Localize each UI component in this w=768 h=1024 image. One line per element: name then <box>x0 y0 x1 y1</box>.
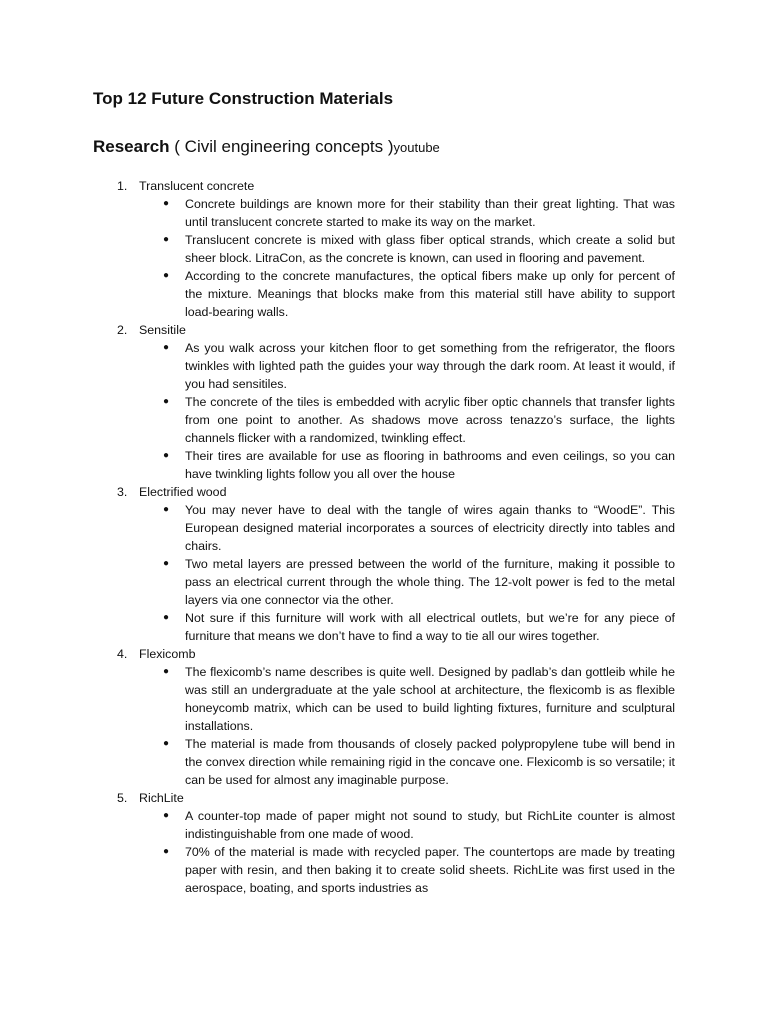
bullet-icon: ● <box>163 666 170 677</box>
list-item <box>93 483 675 645</box>
item-title: Sensitile <box>139 323 186 337</box>
item-number: 4. <box>117 647 128 661</box>
bullet-text: Their tires are available for use as flooring in bathrooms and even ceilings, so you can have twinkling lights follow you all over the house <box>185 449 675 481</box>
subtitle-text: ( Civil engineering concepts ) <box>169 137 394 156</box>
list-item <box>93 177 675 321</box>
item-title: Flexicomb <box>139 647 196 661</box>
bullet-list <box>93 195 675 321</box>
bullet-icon: ● <box>163 504 170 515</box>
bullet-item <box>93 555 675 609</box>
bullet-item <box>93 609 675 645</box>
bullet-icon: ● <box>163 810 170 821</box>
bullet-icon: ● <box>163 198 170 209</box>
list-item <box>93 321 675 483</box>
bullet-item <box>93 843 675 897</box>
bullet-item <box>93 339 675 393</box>
bullet-text: A counter-top made of paper might not sound to study, but RichLite counter is almost indistinguishable from one made of wood. <box>185 809 675 841</box>
list-item <box>93 645 675 789</box>
bullet-icon: ● <box>163 558 170 569</box>
bullet-icon: ● <box>163 738 170 749</box>
bullet-text: You may never have to deal with the tangle of wires again thanks to “WoodE”. This European designed material incorporates a sources of electricity directly into tables and chairs. <box>185 503 675 553</box>
list-item <box>93 789 675 897</box>
bullet-item <box>93 735 675 789</box>
subtitle-bold: Research <box>93 137 170 156</box>
bullet-text: Not sure if this furniture will work with all electrical outlets, but we’re for any piece of furniture that means we don’t have to find a way to tie all our wires together. <box>185 611 675 643</box>
bullet-item <box>93 807 675 843</box>
bullet-icon: ● <box>163 234 170 245</box>
bullet-icon: ● <box>163 846 170 857</box>
item-title: Translucent concrete <box>139 179 255 193</box>
bullet-icon: ● <box>163 342 170 353</box>
bullet-item <box>93 501 675 555</box>
item-number: 5. <box>117 791 128 805</box>
bullet-text: According to the concrete manufactures, the optical fibers make up only for percent of the mixture. Meanings that blocks make from this material still have ability to support load-bearing walls. <box>185 269 675 319</box>
page-title: Top 12 Future Construction Materials <box>93 89 394 108</box>
bullet-item <box>93 195 675 231</box>
item-title: Electrified wood <box>139 485 227 499</box>
bullet-list <box>93 807 675 897</box>
bullet-item <box>93 663 675 735</box>
bullet-icon: ● <box>163 396 170 407</box>
bullet-text: Concrete buildings are known more for their stability than their great lighting. That was until translucent concrete started to make its way on the market. <box>185 197 675 229</box>
bullet-item <box>93 393 675 447</box>
bullet-text: The concrete of the tiles is embedded with acrylic fiber optic channels that transfer lights from one point to another. As shadows move across tenazzo’s surface, the lights channels flicker with a randomized, twinkling effect. <box>185 395 675 445</box>
bullet-text: 70% of the material is made with recycled paper. The countertops are made by treating paper with resin, and then baking it to create solid sheets. RichLite was first used in the aerospace, boating, and sports industries as <box>185 845 675 895</box>
bullet-text: The material is made from thousands of closely packed polypropylene tube will bend in the convex direction while remaining rigid in the concave one. Flexicomb is so versatile; it can be used for almost any imaginable purpose. <box>185 737 675 787</box>
subtitle-source: youtube <box>393 140 440 155</box>
bullet-list <box>93 501 675 645</box>
bullet-icon: ● <box>163 270 170 281</box>
item-title: RichLite <box>139 791 184 805</box>
bullet-list <box>93 663 675 789</box>
bullet-list <box>93 339 675 483</box>
bullet-text: As you walk across your kitchen floor to get something from the refrigerator, the floors twinkles with lighted path the guides your way through the dark room. At least it would, if you had sensitiles. <box>185 341 675 391</box>
bullet-text: Translucent concrete is mixed with glass fiber optical strands, which create a solid but sheer block. LitraCon, as the concrete is known, can used in flooring and pavement. <box>185 233 675 265</box>
page-subtitle <box>93 136 440 159</box>
bullet-text: The flexicomb’s name describes is quite well. Designed by padlab’s dan gottleib while he was still an undergraduate at the yale school at architecture, the flexicomb is as flexible honeycomb matrix, which can be used to build lighting fixtures, furniture and sculptural installations. <box>185 665 675 733</box>
bullet-item <box>93 231 675 267</box>
bullet-item <box>93 447 675 483</box>
bullet-icon: ● <box>163 450 170 461</box>
item-number: 1. <box>117 179 128 193</box>
bullet-text: Two metal layers are pressed between the world of the furniture, making it possible to pass an electrical current through the whole thing. The 12-volt power is fed to the metal layers via one connector via the other. <box>185 557 675 607</box>
bullet-icon: ● <box>163 612 170 623</box>
item-number: 3. <box>117 485 128 499</box>
materials-list <box>93 177 675 897</box>
document-body <box>93 177 675 897</box>
bullet-item <box>93 267 675 321</box>
item-number: 2. <box>117 323 128 337</box>
